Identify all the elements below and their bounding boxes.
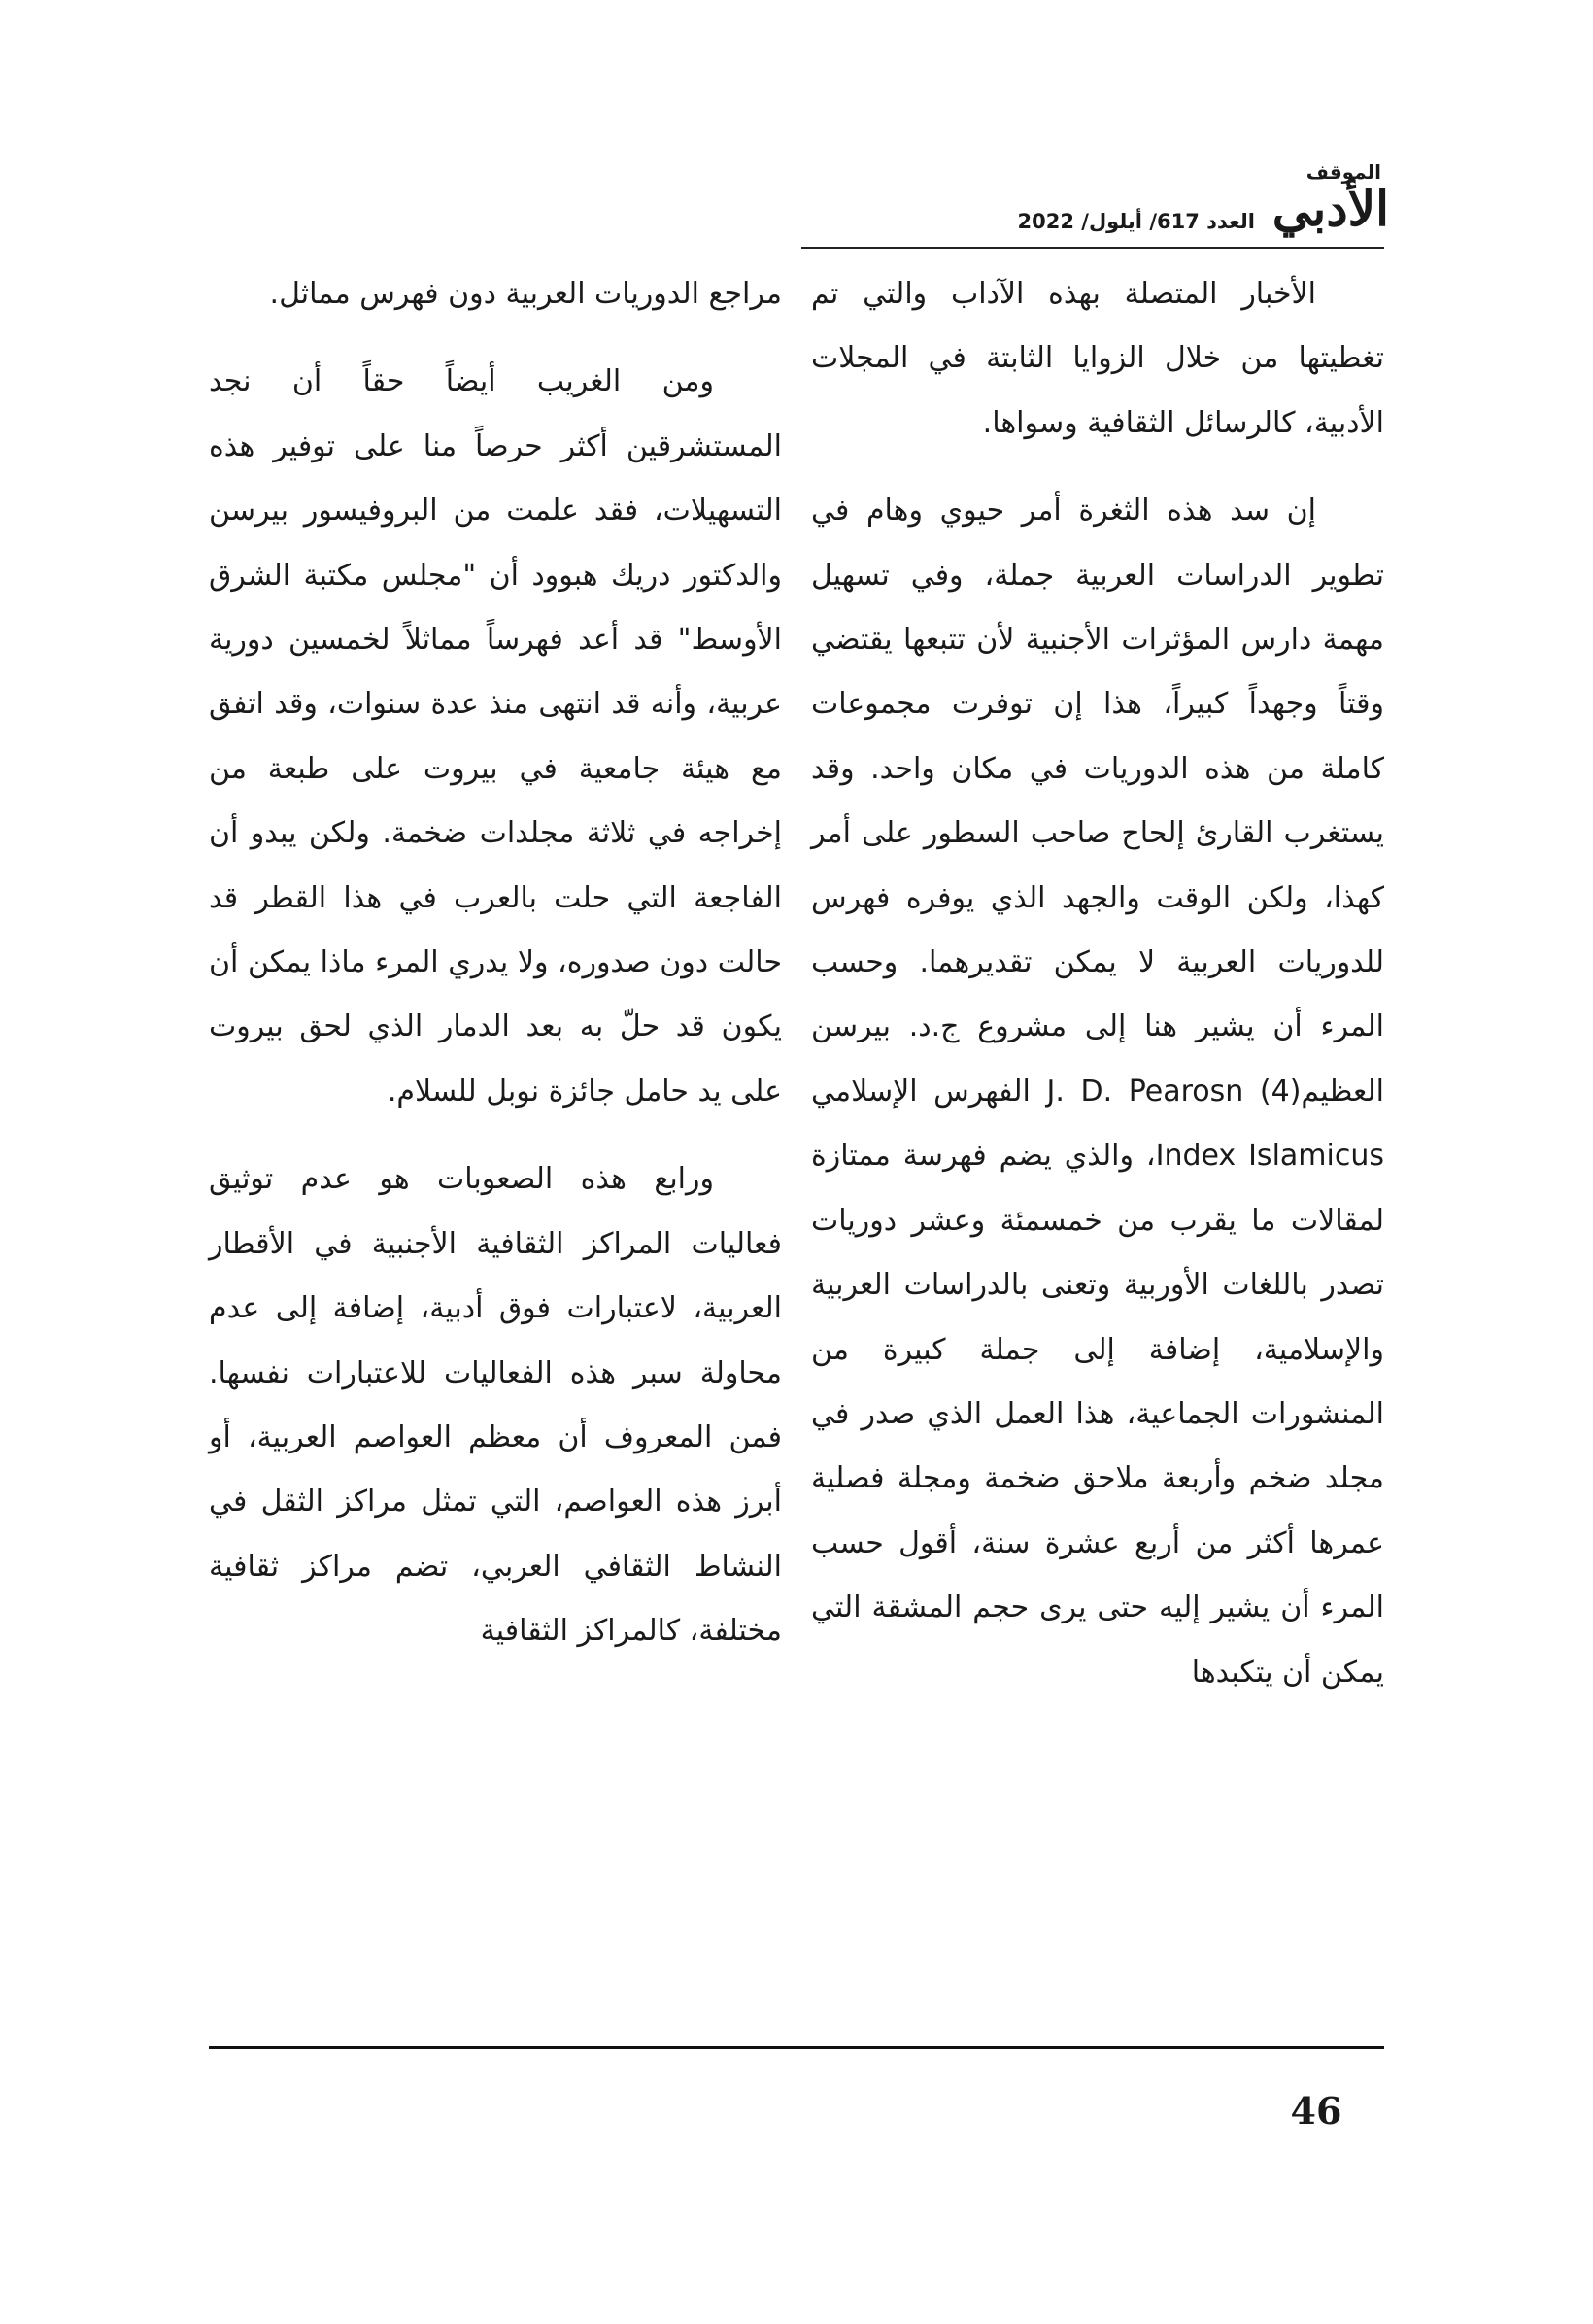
paragraph: إن سد هذه الثغرة أمر حيوي وهام في تطوير الدراسات العربية جملة، وفي تسهيل مهمة دارس المؤثرات الأجنبية لأن تتبعها يقتضي وقتاً وجهداً كبيراً، هذا إن توفرت مجموعات كاملة من هذه الدوريات في مكان واحد. وقد يستغرب القارئ إلحاح صاحب السطور على أمر كهذا، ولكن الوقت والجهد الذي يوفره فهرس للدوريات العربية لا يمكن تقديرهما. وحسب المرء أن يشير هنا إلى مشروع ج.د. بيرسن العظيم(4) J. D. Pearosn الفهرس الإسلامي Index Islamicus، والذي يضم فهرسة ممتازة لمقالات ما يقرب من خمسمئة وعشر دوريات تصدر باللغات الأوربية وتعنى بالدراسات العربية والإسلامية، إضافة إلى جملة كبيرة من المنشورات الجماعية، هذا العمل الذي صدر في مجلد ضخم وأربعة ملاحق ضخمة ومجلة فصلية عمرها أكثر من أربع عشرة سنة، أقول حسب المرء أن يشير إليه حتى يرى حجم المشقة التي يمكن أن يتكبدها	[811, 494, 1384, 1690]
magazine-logo	[1272, 161, 1389, 241]
left-column	[209, 262, 782, 2031]
issue-info: العدد 617/ أيلول/ 2022	[1017, 210, 1255, 233]
paragraph: الأخبار المتصلة بهذه الآداب والتي تم تغطيتها من خلال الزوايا الثابتة في المجلات الأدبية، كالرسائل الثقافية وسواها.	[811, 277, 1384, 440]
header-rule	[801, 247, 1384, 249]
page-number: 46	[1290, 2089, 1342, 2133]
paragraph: ومن الغريب أيضاً حقاً أن نجد المستشرقين أكثر حرصاً منا على توفير هذه التسهيلات، فقد علمت من البروفيسور بيرسن والدكتور دريك هبوود أن "مجلس مكتبة الشرق الأوسط" قد أعد فهرساً مماثلاً لخمسين دورية عربية، وأنه قد انتهى منذ عدة سنوات، وقد اتفق مع هيئة جامعية في بيروت على طبعة من إخراجه في ثلاثة مجلدات ضخمة. ولكن يبدو أن الفاجعة التي حلت بالعرب في هذا القطر قد حالت دون صدوره، ولا يدري المرء ماذا يمكن أن يكون قد حلّ به بعد الدمار الذي لحق بيروت على يد حامل جائزة نوبل للسلام.	[209, 364, 782, 1109]
logo-big-text: الأدبي	[1271, 180, 1389, 237]
page-header	[1017, 160, 1389, 249]
footer-rule	[209, 2046, 1384, 2049]
logo-small-text: الموقف	[1305, 160, 1381, 184]
right-column	[811, 262, 1384, 2031]
paragraph: ورابع هذه الصعوبات هو عدم توثيق فعاليات المراكز الثقافية الأجنبية في الأقطار العربية، لاعتبارات فوق أدبية، إضافة إلى عدم محاولة سبر هذه الفعاليات للاعتبارات نفسها. فمن المعروف أن معظم العواصم العربية، أو أبرز هذه العواصم، التي تمثل مراكز الثقل في النشاط الثقافي العربي، تضم مراكز ثقافية مختلفة، كالمراكز الثقافية	[209, 1162, 782, 1649]
paragraph: مراجع الدوريات العربية دون فهرس مماثل.	[269, 277, 782, 311]
